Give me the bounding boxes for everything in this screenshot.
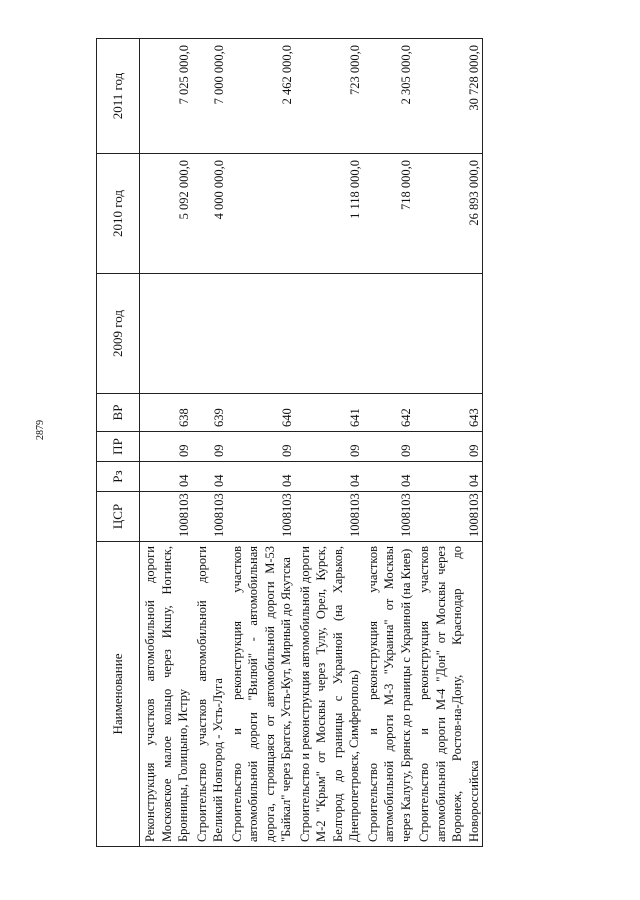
row-pr: 09 (140, 432, 192, 462)
budget-table (96, 38, 483, 847)
row-2010: 4 000 000,0 (192, 154, 227, 274)
row-2009 (192, 274, 227, 394)
row-csr: 1008103 (295, 492, 363, 542)
row-name: Строительство и реконструкция участков автомобильной дороги М-4 "Дон" от Москвы через Воронеж, Ростов-на-Дону, Краснодар до Новороссийска (414, 542, 483, 847)
header-rz: Рз (97, 462, 140, 492)
table-row (192, 39, 227, 847)
table-header-row (97, 39, 140, 847)
row-csr: 1008103 (140, 492, 192, 542)
row-name: Строительство и реконструкция участков автомобильной дороги "Вилюй" - автомобильная дорога, строящаяся от автомобильной дороги М-53 "Байкал" через Братск, Усть-Кут, Мирный до Якутска (227, 542, 295, 847)
row-csr: 1008103 (192, 492, 227, 542)
header-2009: 2009 год (97, 274, 140, 394)
table-row (414, 39, 483, 847)
row-name: Строительство участков автомобильной дороги Великий Новгород - Усть-Луга (192, 542, 227, 847)
row-vr: 642 (363, 394, 415, 432)
table-row (295, 39, 363, 847)
row-csr: 1008103 (414, 492, 483, 542)
row-pr: 09 (192, 432, 227, 462)
header-csr: ЦСР (97, 492, 140, 542)
row-pr: 09 (227, 432, 295, 462)
row-vr: 641 (295, 394, 363, 432)
header-2011: 2011 год (97, 39, 140, 154)
row-name: Реконструкция участков автомобильной дороги Московское малое кольцо через Икшу, Ногинск, Бронницы, Голицыно, Истру (140, 542, 192, 847)
row-2010: 5 092 000,0 (140, 154, 192, 274)
row-2009 (414, 274, 483, 394)
row-vr: 638 (140, 394, 192, 432)
row-2009 (227, 274, 295, 394)
row-name: Строительство и реконструкция участков автомобильной дороги М-3 "Украина" от Москвы через Калугу, Брянск до границы с Украиной (на Киев) (363, 542, 415, 847)
row-2011: 7 025 000,0 (140, 39, 192, 154)
row-2010: 1 118 000,0 (295, 154, 363, 274)
row-2009 (295, 274, 363, 394)
page-number: 2879 (35, 420, 46, 440)
row-2010 (227, 154, 295, 274)
row-rz: 04 (363, 462, 415, 492)
row-pr: 09 (414, 432, 483, 462)
row-rz: 04 (140, 462, 192, 492)
row-rz: 04 (227, 462, 295, 492)
row-2011: 723 000,0 (295, 39, 363, 154)
header-name: Наименование (97, 542, 140, 847)
header-vr: ВР (97, 394, 140, 432)
table-row (363, 39, 415, 847)
row-pr: 09 (295, 432, 363, 462)
row-2011: 2 462 000,0 (227, 39, 295, 154)
row-rz: 04 (192, 462, 227, 492)
header-2010: 2010 год (97, 154, 140, 274)
row-pr: 09 (363, 432, 415, 462)
row-vr: 640 (227, 394, 295, 432)
row-2011: 7 000 000,0 (192, 39, 227, 154)
row-2010: 26 893 000,0 (414, 154, 483, 274)
row-rz: 04 (295, 462, 363, 492)
row-2009 (363, 274, 415, 394)
header-pr: ПР (97, 432, 140, 462)
budget-table-sheet (96, 39, 586, 847)
table-row (227, 39, 295, 847)
row-csr: 1008103 (363, 492, 415, 542)
row-2011: 2 305 000,0 (363, 39, 415, 154)
row-rz: 04 (414, 462, 483, 492)
row-vr: 643 (414, 394, 483, 432)
row-csr: 1008103 (227, 492, 295, 542)
row-2011: 30 728 000,0 (414, 39, 483, 154)
row-2010: 718 000,0 (363, 154, 415, 274)
table-row (140, 39, 192, 847)
row-vr: 639 (192, 394, 227, 432)
row-name: Строительство и реконструкция автомобильной дороги М-2 "Крым" от Москвы через Тулу, Орел, Курск, Белгород до границы с Украиной (на Харьков, Днепропетровск, Симферополь) (295, 542, 363, 847)
row-2009 (140, 274, 192, 394)
